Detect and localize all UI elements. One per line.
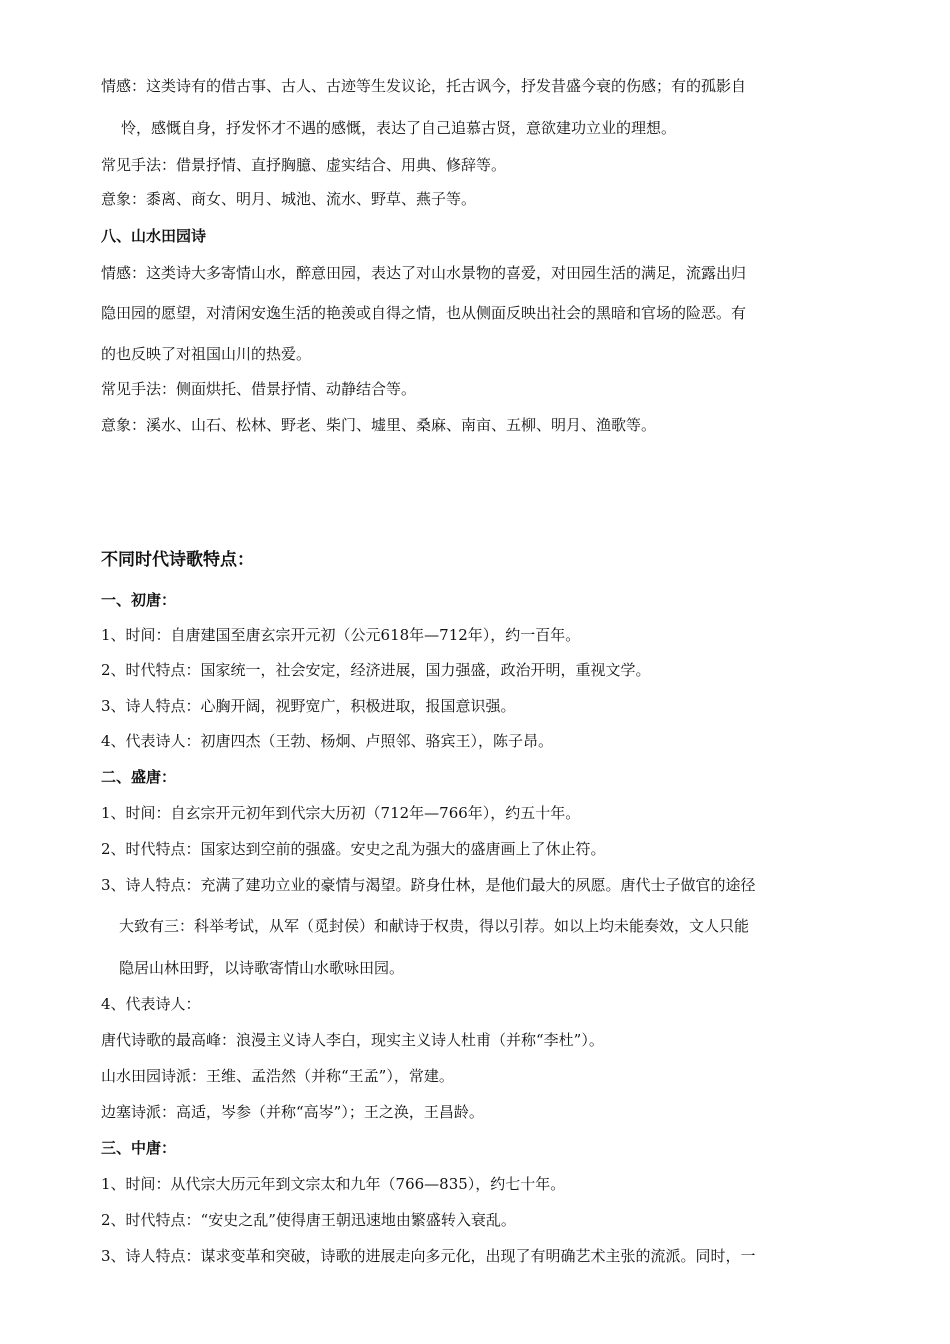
high-tang-traits-line2: 大致有三：科举考试，从军（觅封侯）和献诗于权贵，得以引荐。如以上均未能奏效，文人只能 (119, 917, 750, 935)
section7-emotion-line2: 怜，感慨自身，抒发怀才不遇的感慨，表达了自己追慕古贤，意欲建功立业的理想。 (121, 119, 677, 137)
high-tang-time: 1、时间：自玄宗开元初年到代宗大历初（712年—766年），约五十年。 (101, 804, 581, 822)
mid-tang-features: 2、时代特点：“安史之乱”使得唐王朝迅速地由繁盛转入衰乱。 (101, 1211, 516, 1229)
section7-techniques: 常见手法：借景抒情、直抒胸臆、虚实结合、用典、修辞等。 (101, 156, 507, 174)
eras-title: 不同时代诗歌特点： (101, 550, 254, 570)
high-tang-frontier: 边塞诗派：高适，岑参（并称“高岑”）；王之涣，王昌龄。 (101, 1103, 484, 1121)
early-tang-heading: 一、初唐： (101, 591, 177, 609)
section8-techniques: 常见手法：侧面烘托、借景抒情、动静结合等。 (101, 380, 417, 398)
high-tang-traits-line1: 3、诗人特点：充满了建功立业的豪情与渴望。跻身仕林，是他们最大的夙愿。唐代士子做官的途径 (101, 876, 756, 894)
section8-emotion-line3: 的也反映了对祖国山川的热爱。 (101, 345, 312, 363)
mid-tang-heading: 三、中唐： (101, 1139, 177, 1157)
high-tang-features: 2、时代特点：国家达到空前的强盛。安史之乱为强大的盛唐画上了休止符。 (101, 840, 606, 858)
section8-imagery: 意象：溪水、山石、松林、野老、柴门、墟里、桑麻、南亩、五柳、明月、渔歌等。 (101, 416, 657, 434)
high-tang-heading: 二、盛唐： (101, 768, 177, 786)
mid-tang-traits-line1: 3、诗人特点：谋求变革和突破，诗歌的进展走向多元化，出现了有明确艺术主张的流派。同时，一 (101, 1247, 756, 1265)
section8-heading: 八、山水田园诗 (101, 227, 207, 245)
high-tang-traits-line3: 隐居山林田野，以诗歌寄情山水歌咏田园。 (119, 959, 405, 977)
early-tang-features: 2、时代特点：国家统一，社会安定，经济进展，国力强盛，政治开明，重视文学。 (101, 661, 651, 679)
early-tang-time: 1、时间：自唐建国至唐玄宗开元初（公元618年—712年），约一百年。 (101, 626, 581, 644)
high-tang-landscape: 山水田园诗派：王维、孟浩然（并称“王孟”），常建。 (101, 1067, 454, 1085)
early-tang-poets: 4、代表诗人：初唐四杰（王勃、杨炯、卢照邻、骆宾王），陈子昂。 (101, 732, 554, 750)
mid-tang-time: 1、时间：从代宗大历元年到文宗太和九年（766—835），约七十年。 (101, 1175, 566, 1193)
section8-emotion-line2: 隐田园的愿望，对清闲安逸生活的艳羡或自得之情，也从侧面反映出社会的黑暗和官场的险恶。有 (101, 304, 747, 322)
section8-emotion-line1: 情感：这类诗大多寄情山水，醉意田园，表达了对山水景物的喜爱，对田园生活的满足，流露出归 (101, 264, 747, 282)
section7-imagery: 意象：黍离、商女、明月、城池、流水、野草、燕子等。 (101, 190, 477, 208)
high-tang-peak: 唐代诗歌的最高峰：浪漫主义诗人李白，现实主义诗人杜甫（并称“李杜”）。 (101, 1031, 604, 1049)
section7-emotion-line1: 情感：这类诗有的借古事、古人、古迹等生发议论，托古讽今，抒发昔盛今衰的伤感；有的孤影自 (101, 77, 747, 95)
high-tang-poets-label: 4、代表诗人： (101, 995, 201, 1013)
early-tang-poets-traits: 3、诗人特点：心胸开阔，视野宽广，积极进取，报国意识强。 (101, 697, 516, 715)
